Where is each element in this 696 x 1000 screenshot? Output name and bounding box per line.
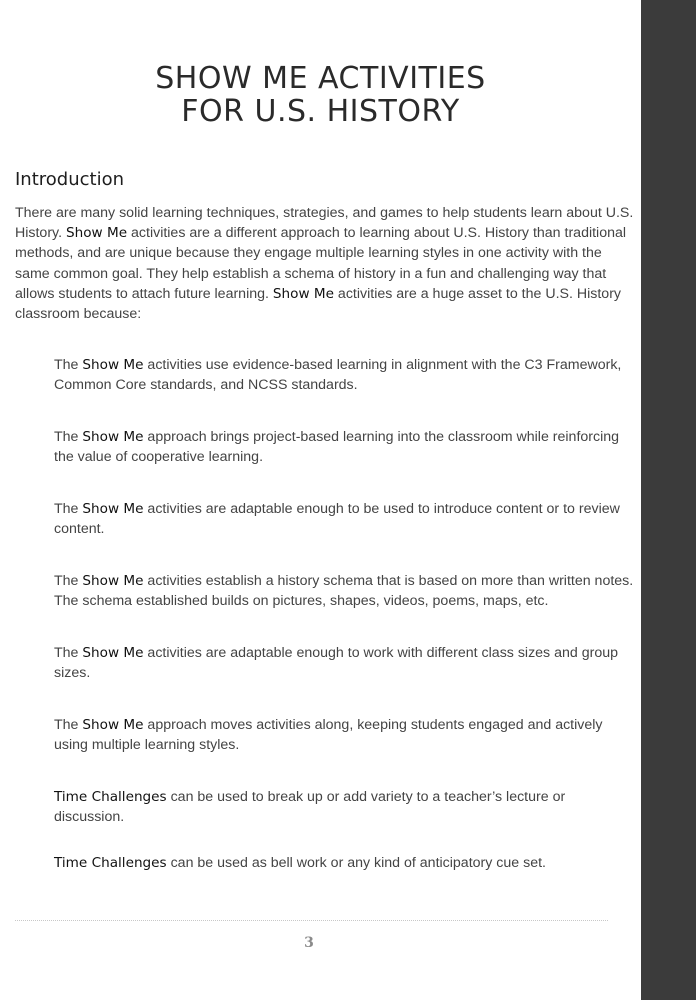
point-text: activities are adaptable enough to be used to introduce content or to review content. <box>54 501 620 538</box>
point-lead: The <box>54 645 83 661</box>
point-lead: The <box>54 357 83 373</box>
benefit-point-1 <box>54 355 634 395</box>
page-edge-bar <box>641 0 696 1000</box>
benefit-point-7 <box>54 787 634 827</box>
page-number: 3 <box>304 935 314 951</box>
benefit-point-3 <box>54 499 634 539</box>
point-text: approach brings project-based learning into the classroom while reinforcing the value of cooperative learning. <box>54 429 620 466</box>
benefit-point-2 <box>54 427 634 467</box>
point-keyword: Show Me <box>82 501 144 517</box>
intro-text-c: activities are a huge asset to the U.S. History classroom because: <box>15 285 622 323</box>
benefit-point-8 <box>54 853 634 873</box>
footer-divider <box>15 920 608 921</box>
point-text: activities are adaptable enough to work with different class sizes and group sizes. <box>54 645 618 682</box>
point-keyword: Show Me <box>82 429 144 445</box>
intro-keyword-1: Show Me <box>65 225 128 242</box>
point-text: approach moves activities along, keeping students engaged and actively using multiple learning styles. <box>54 717 603 754</box>
point-text: activities establish a history schema that is based on more than written notes. The schema established builds on pictures, shapes, videos, poems, maps, etc. <box>54 573 634 610</box>
page-title <box>0 62 641 128</box>
intro-keyword-2: Show Me <box>272 285 334 302</box>
benefit-point-5 <box>54 643 634 683</box>
point-keyword: Show Me <box>82 717 144 733</box>
intro-text-b: activities are a different approach to learning about U.S. History than traditional methods, and are unique because they engage multiple learning styles in one activity with the same common goal. They help establish a schema of history in a fun and challenging way that allows students to attach future learning. <box>15 225 627 302</box>
benefit-point-4 <box>54 571 634 611</box>
point-lead: The <box>54 573 83 589</box>
title-line-2: FOR U.S. HISTORY <box>181 94 460 129</box>
point-keyword: Show Me <box>82 573 144 589</box>
point-lead: The <box>54 501 83 517</box>
point-keyword: Time Challenges <box>54 855 167 871</box>
section-heading-introduction: Introduction <box>15 169 125 190</box>
point-text: can be used as bell work or any kind of anticipatory cue set. <box>166 855 546 871</box>
point-keyword: Time Challenges <box>54 789 167 805</box>
point-lead: The <box>54 717 83 733</box>
intro-paragraph <box>15 203 635 324</box>
point-keyword: Show Me <box>82 645 144 661</box>
point-keyword: Show Me <box>82 357 144 373</box>
point-lead: The <box>54 429 83 445</box>
benefit-point-6 <box>54 715 634 755</box>
intro-text-a: There are many solid learning techniques, strategies, and games to help students learn about U.S. History. <box>15 205 634 242</box>
title-line-1: SHOW ME ACTIVITIES <box>155 61 486 96</box>
point-text: activities use evidence-based learning in alignment with the C3 Framework, Common Core standards, and NCSS standards. <box>54 357 622 394</box>
point-text: can be used to break up or add variety to a teacher’s lecture or discussion. <box>54 789 566 826</box>
